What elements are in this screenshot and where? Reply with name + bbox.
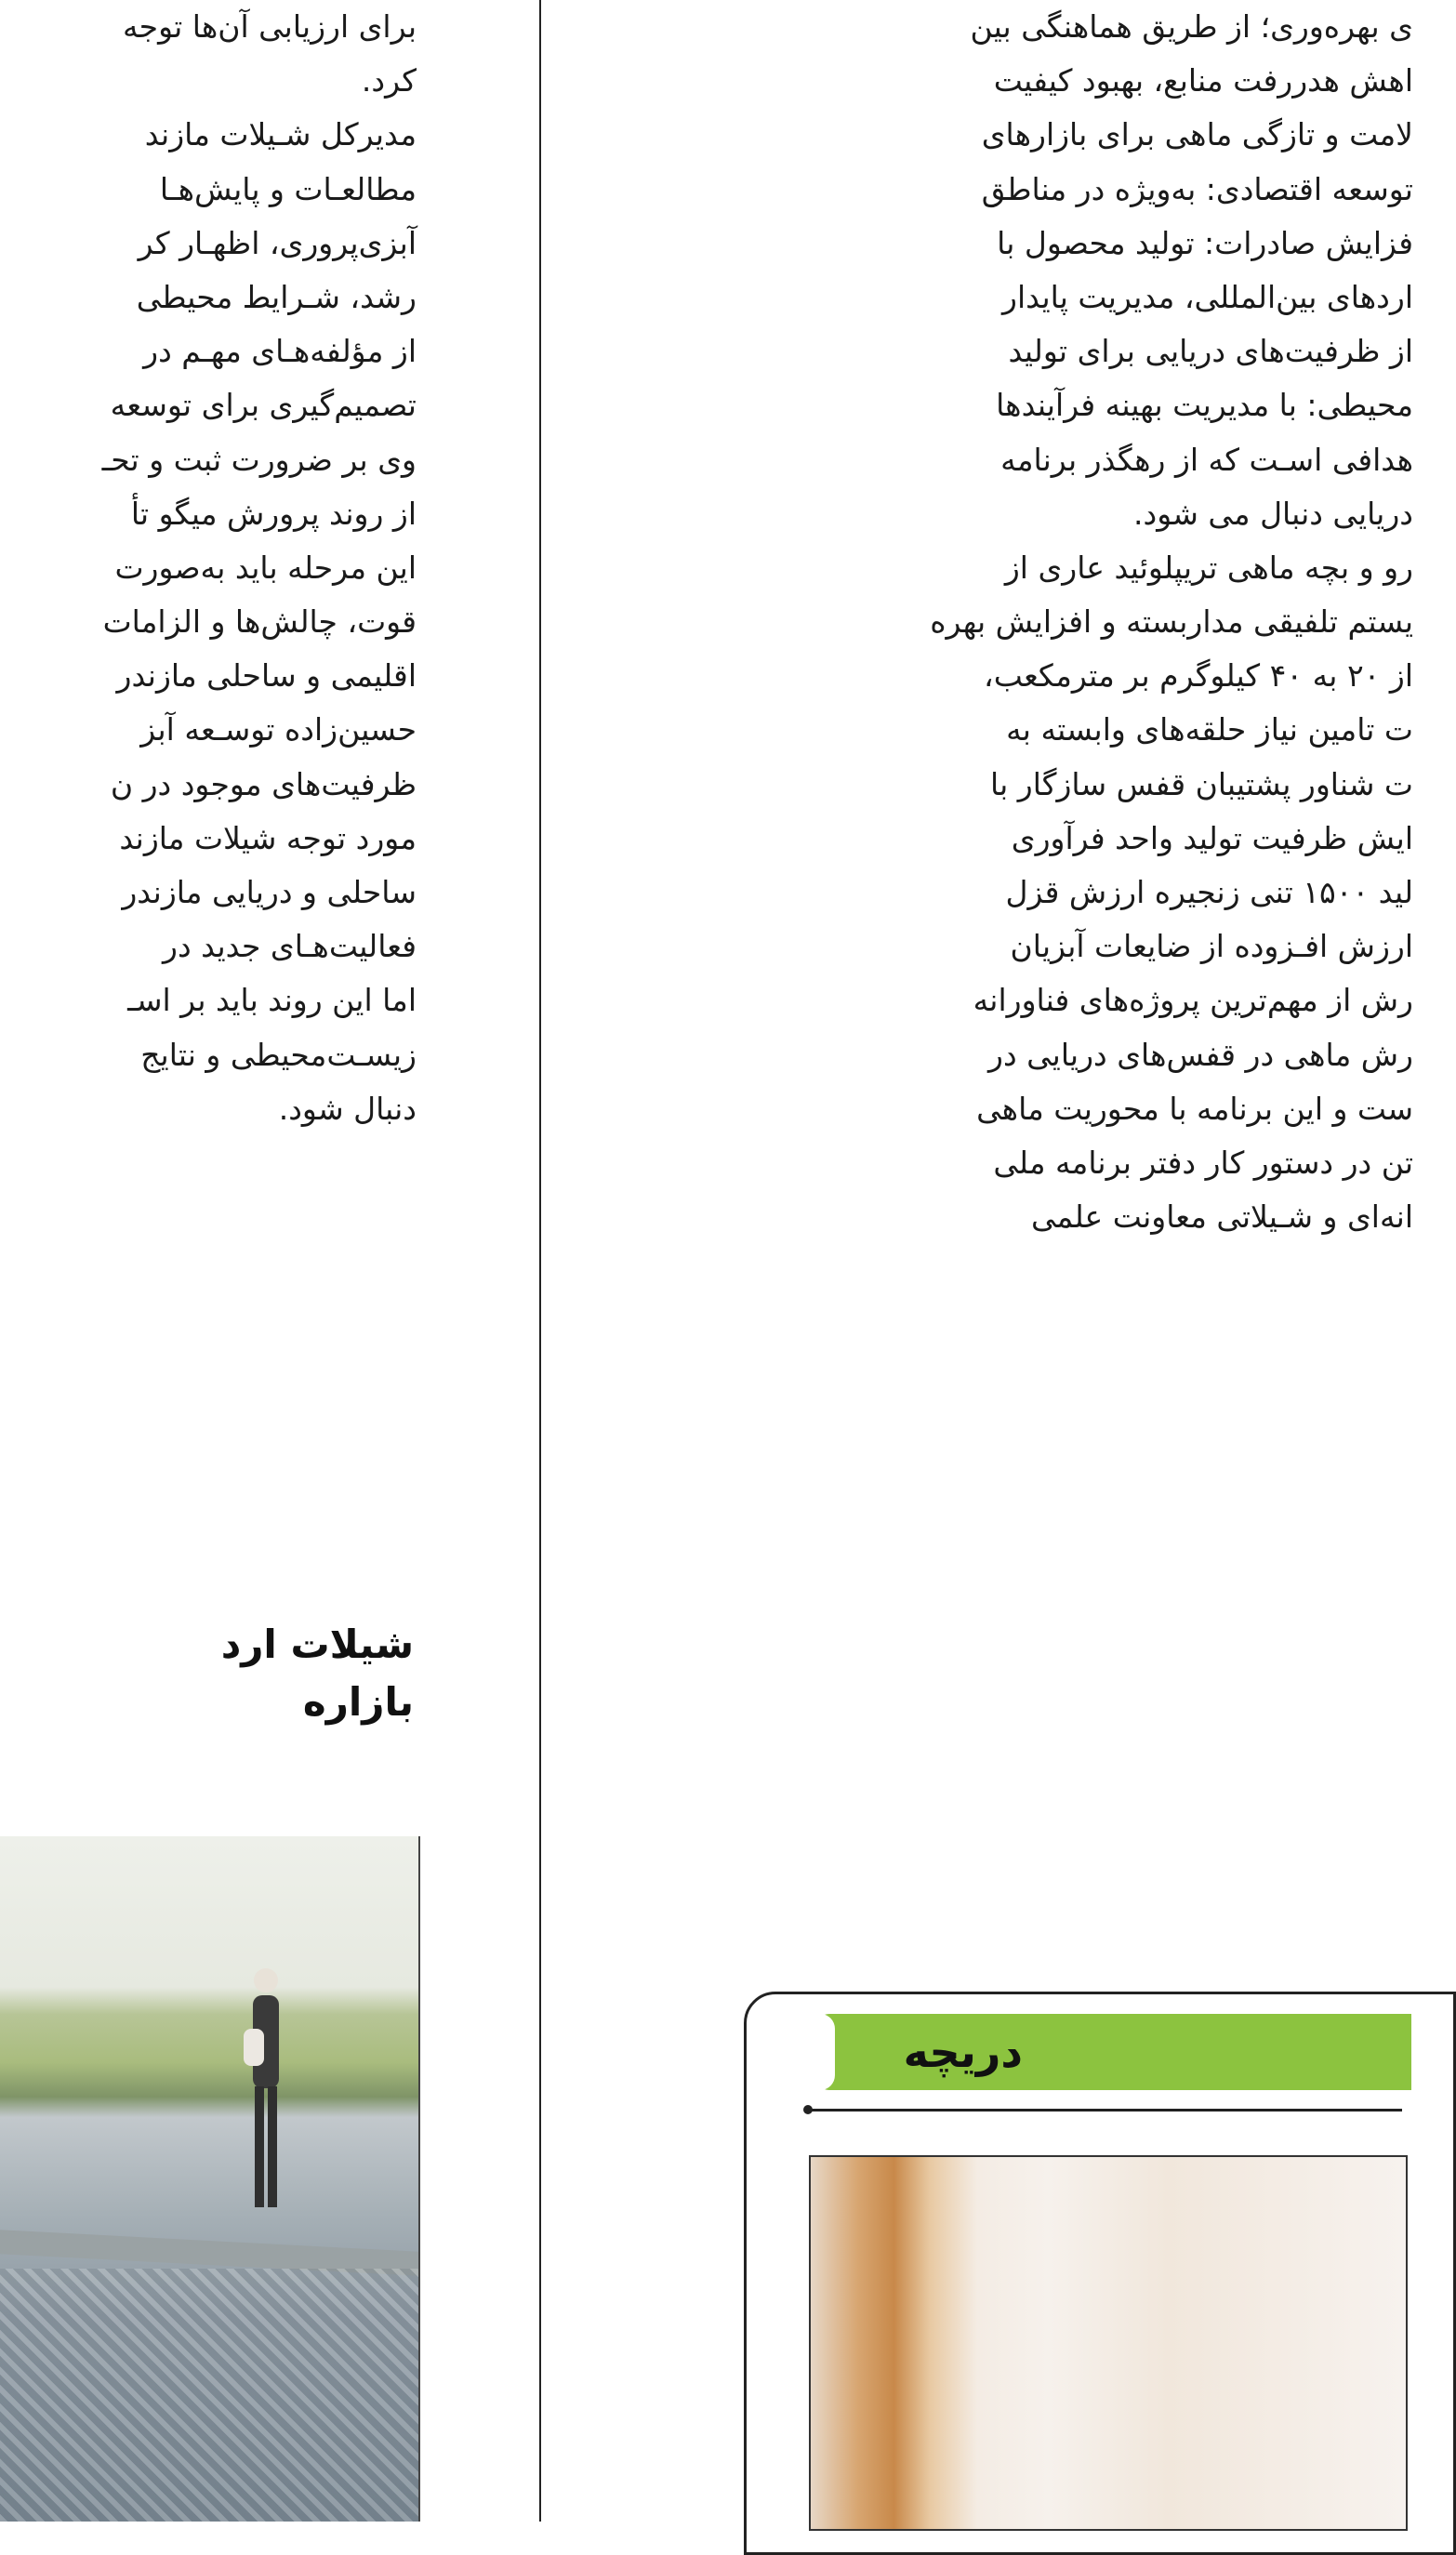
left-column-line: از مؤلفه‌هـای مهـم در bbox=[143, 333, 417, 370]
right-column-line: ارزش افـزوده از ضایعات آبزیان bbox=[1010, 928, 1413, 965]
left-column-line: ظرفیت‌های موجود در ن bbox=[110, 765, 417, 802]
right-column-line: اردهای بین‌المللی، مدیریت پایدار bbox=[1002, 278, 1413, 315]
right-column-line: ست و این برنامه با محوریت ماهی bbox=[976, 1090, 1413, 1127]
right-column-line: ت تامین نیاز حلقه‌های وابسته به bbox=[1006, 711, 1413, 748]
fish-pond-photo bbox=[0, 1836, 418, 2522]
left-column-line: وی بر ضرورت ثبت و تحـ bbox=[101, 441, 417, 478]
left-column-line: اقلیمی و ساحلی مازندر bbox=[116, 657, 417, 695]
right-column-line: محیطی: با مدیریت بهینه فرآیندها bbox=[996, 387, 1413, 424]
left-column-line: کرد. bbox=[361, 62, 417, 99]
right-column-line: ایش ظرفیت تولید واحد فرآوری bbox=[1011, 819, 1413, 856]
left-column-line: از روند پرورش میگو تأ bbox=[130, 495, 417, 532]
right-column-line: ی بهره‌وری؛ از طریق هماهنگی بین bbox=[970, 8, 1413, 45]
subheading-line-2: بازاره bbox=[302, 1679, 414, 1725]
right-column-line: لامت و تازگی ماهی برای بازارهای bbox=[981, 116, 1413, 153]
left-column-line: مورد توجه شیلات مازند bbox=[119, 819, 417, 856]
photo-border bbox=[418, 1836, 420, 2522]
right-article-column bbox=[762, 0, 1413, 1244]
left-column-line: مطالعـات و پایش‌هـا bbox=[159, 170, 417, 207]
right-column-line: توسعه اقتصادی: به‌ویژه در مناطق bbox=[981, 170, 1413, 207]
right-column-line: اهش هدررفت منابع، بهبود کیفیت bbox=[993, 62, 1413, 99]
left-article-column bbox=[0, 0, 417, 1136]
sidebar-box-rule bbox=[807, 2109, 1402, 2112]
right-column-line: تن در دستور کار دفتر برنامه ملی bbox=[993, 1144, 1413, 1181]
right-column-line: انه‌ای و شـیلاتی معاونت علمی bbox=[1031, 1198, 1413, 1236]
worker-figure bbox=[244, 1964, 286, 2215]
section-subheading bbox=[0, 1616, 414, 1731]
pond-water bbox=[0, 2269, 418, 2522]
left-column-line: آبزی‌پروری، اظهـار کر bbox=[138, 224, 417, 261]
column-divider bbox=[539, 0, 541, 2522]
right-column-line: رش از مهم‌ترین پروژه‌های فناورانه bbox=[973, 982, 1413, 1019]
right-column-line: از ۲۰ به ۴۰ کیلوگرم بر مترمکعب، bbox=[984, 657, 1413, 695]
left-column-line: اما این روند باید بر اسـ bbox=[127, 982, 417, 1019]
sidebar-box-title: دریچه bbox=[903, 2027, 1023, 2077]
right-column-line: هدافی اسـت که از رهگذر برنامه bbox=[1000, 441, 1413, 478]
left-column-line: دنبال شود. bbox=[278, 1090, 417, 1127]
left-column-line: فعالیت‌هـای جدید در bbox=[163, 928, 417, 965]
right-column-line: از ظرفیت‌های دریایی برای تولید bbox=[1008, 333, 1413, 370]
sidebar-box-tab-notch bbox=[816, 2014, 835, 2090]
right-column-line: لید ۱۵۰۰ تنی زنجیره ارزش قزل bbox=[1005, 874, 1413, 910]
left-column-line: رشد، شـرایط محیطی bbox=[136, 278, 417, 315]
left-column-line: برای ارزیابی آن‌ها توجه bbox=[122, 8, 417, 45]
subheading-line-1: شیلات ارد bbox=[220, 1622, 414, 1667]
right-column-line: رو و بچه ماهی تریپلوئید عاری از bbox=[1004, 549, 1413, 586]
left-column-line: این مرحله باید به‌صورت bbox=[114, 549, 417, 586]
right-column-line: رش ماهی در قفس‌های دریایی در bbox=[988, 1036, 1413, 1073]
right-column-line: یستم تلفیقی مداربسته و افزایش بهره bbox=[930, 603, 1413, 641]
right-column-line: ت شناور پشتیبان قفس سازگار با bbox=[990, 765, 1413, 802]
left-column-line: ساحلی و دریایی مازندر bbox=[122, 874, 417, 910]
left-column-line: زیسـت‌محیطی و نتایج bbox=[140, 1036, 417, 1073]
left-column-line: قوت، چالش‌ها و الزامات bbox=[102, 603, 417, 641]
sidebar-box-rule-dot bbox=[803, 2105, 813, 2114]
sidebar-box-image bbox=[809, 2155, 1408, 2531]
right-column-line: دریایی دنبال می شود. bbox=[1133, 495, 1413, 532]
left-column-line: مدیرکل شـیلات مازند bbox=[144, 116, 417, 153]
left-column-line: تصمیم‌گیری برای توسعه bbox=[110, 387, 417, 424]
left-column-line: حسین‌زاده توسـعه آبز bbox=[140, 711, 417, 748]
right-column-line: فزایش صادرات: تولید محصول با bbox=[997, 224, 1413, 261]
